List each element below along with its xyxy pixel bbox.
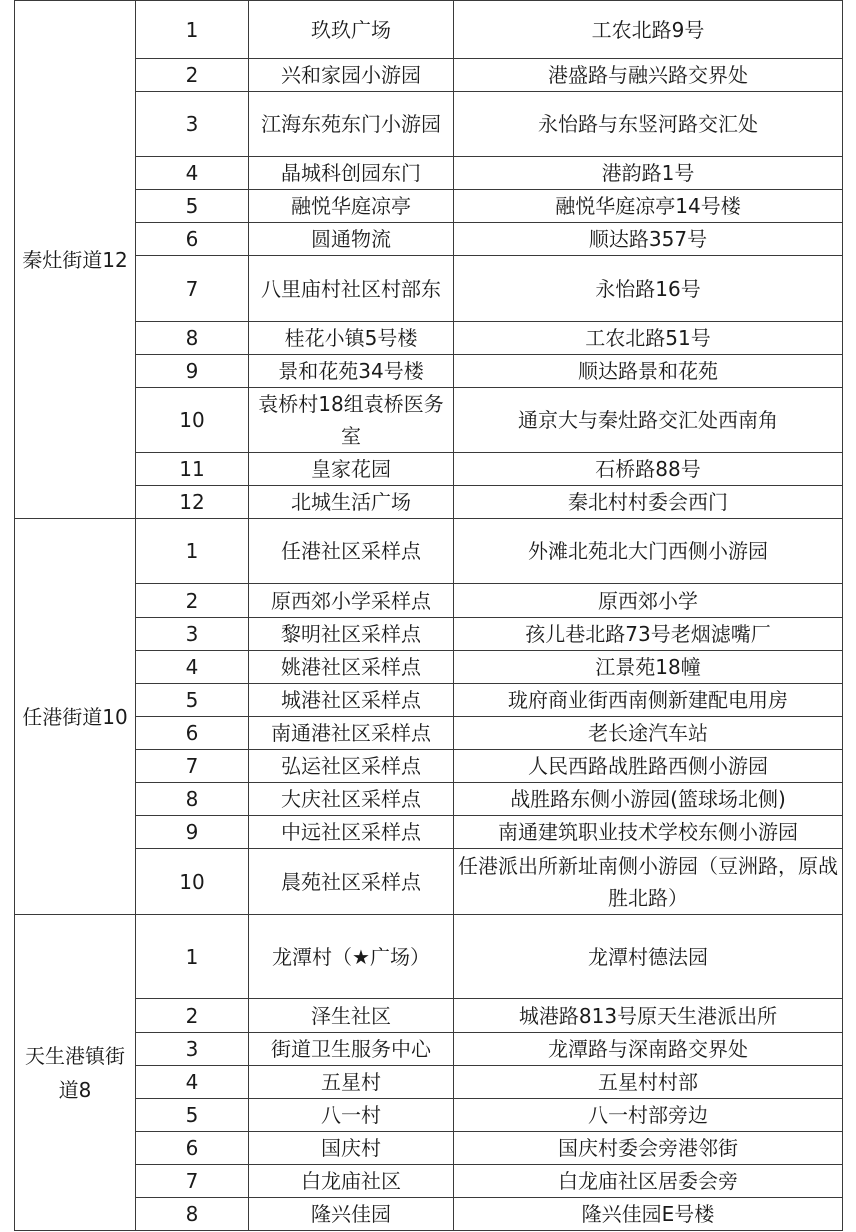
table-row [15, 618, 843, 651]
site-number: 7 [136, 256, 249, 322]
site-name: 北城生活广场 [249, 486, 454, 519]
site-number: 10 [136, 849, 249, 915]
site-address: 永怡路与东竖河路交汇处 [454, 92, 843, 157]
site-address: 城港路813号原天生港派出所 [454, 999, 843, 1033]
site-name: 景和花苑34号楼 [249, 355, 454, 388]
site-number: 3 [136, 1033, 249, 1066]
table-row [15, 1165, 843, 1198]
site-name: 弘运社区采样点 [249, 750, 454, 783]
site-number: 3 [136, 92, 249, 157]
site-address: 任港派出所新址南侧小游园（豆洲路，原战胜北路） [454, 849, 843, 915]
site-number: 5 [136, 190, 249, 223]
table-row [15, 388, 843, 453]
table-row [15, 486, 843, 519]
site-name: 中远社区采样点 [249, 816, 454, 849]
site-number: 9 [136, 355, 249, 388]
site-address: 原西郊小学 [454, 584, 843, 618]
site-number: 8 [136, 322, 249, 355]
site-address: 港韵路1号 [454, 157, 843, 190]
site-number: 11 [136, 453, 249, 486]
site-number: 5 [136, 1099, 249, 1132]
site-address: 港盛路与融兴路交界处 [454, 59, 843, 92]
site-name: 姚港社区采样点 [249, 651, 454, 684]
site-name: 圆通物流 [249, 223, 454, 256]
site-address: 八一村部旁边 [454, 1099, 843, 1132]
site-name: 任港社区采样点 [249, 519, 454, 584]
site-address: 五星村村部 [454, 1066, 843, 1099]
site-number: 7 [136, 750, 249, 783]
site-number: 2 [136, 584, 249, 618]
district-name: 任港街道10 [15, 519, 136, 915]
site-name: 玖玖广场 [249, 1, 454, 59]
table-row [15, 92, 843, 157]
site-address: 白龙庙社区居委会旁 [454, 1165, 843, 1198]
table-row [15, 915, 843, 999]
table-body [15, 1, 843, 1231]
site-address: 石桥路88号 [454, 453, 843, 486]
table-row [15, 223, 843, 256]
site-address: 顺达路景和花苑 [454, 355, 843, 388]
site-name: 泽生社区 [249, 999, 454, 1033]
site-address: 永怡路16号 [454, 256, 843, 322]
district-name: 秦灶街道12 [15, 1, 136, 519]
site-number: 8 [136, 1198, 249, 1231]
site-name: 融悦华庭凉亭 [249, 190, 454, 223]
site-address: 江景苑18幢 [454, 651, 843, 684]
site-address: 老长途汽车站 [454, 717, 843, 750]
site-number: 6 [136, 717, 249, 750]
site-name: 江海东苑东门小游园 [249, 92, 454, 157]
site-name: 国庆村 [249, 1132, 454, 1165]
site-number: 7 [136, 1165, 249, 1198]
table-row [15, 783, 843, 816]
site-number: 6 [136, 1132, 249, 1165]
table-row [15, 1066, 843, 1099]
table-row [15, 59, 843, 92]
site-address: 孩儿巷北路73号老烟滤嘴厂 [454, 618, 843, 651]
site-name: 八里庙村社区村部东 [249, 256, 454, 322]
site-name: 五星村 [249, 1066, 454, 1099]
site-number: 4 [136, 1066, 249, 1099]
site-address: 通京大与秦灶路交汇处西南角 [454, 388, 843, 453]
site-address: 战胜路东侧小游园(篮球场北侧) [454, 783, 843, 816]
site-number: 9 [136, 816, 249, 849]
site-name: 兴和家园小游园 [249, 59, 454, 92]
table-row [15, 190, 843, 223]
site-name: 大庆社区采样点 [249, 783, 454, 816]
site-name: 城港社区采样点 [249, 684, 454, 717]
site-number: 4 [136, 157, 249, 190]
table-row [15, 651, 843, 684]
site-number: 12 [136, 486, 249, 519]
site-number: 1 [136, 915, 249, 999]
table-row [15, 1033, 843, 1066]
site-name: 晨苑社区采样点 [249, 849, 454, 915]
site-address: 秦北村村委会西门 [454, 486, 843, 519]
site-number: 5 [136, 684, 249, 717]
table-row [15, 999, 843, 1033]
site-name: 隆兴佳园 [249, 1198, 454, 1231]
site-number: 2 [136, 999, 249, 1033]
table-row [15, 519, 843, 584]
table-row [15, 453, 843, 486]
site-number: 4 [136, 651, 249, 684]
table-row [15, 750, 843, 783]
site-address: 融悦华庭凉亭14号楼 [454, 190, 843, 223]
site-address: 工农北路9号 [454, 1, 843, 59]
table-row [15, 849, 843, 915]
table-row [15, 584, 843, 618]
site-name: 街道卫生服务中心 [249, 1033, 454, 1066]
site-address: 人民西路战胜路西侧小游园 [454, 750, 843, 783]
table-row [15, 256, 843, 322]
table-row [15, 322, 843, 355]
site-address: 外滩北苑北大门西侧小游园 [454, 519, 843, 584]
site-name: 晶城科创园东门 [249, 157, 454, 190]
table-row [15, 1099, 843, 1132]
site-address: 龙潭路与深南路交界处 [454, 1033, 843, 1066]
site-address: 工农北路51号 [454, 322, 843, 355]
site-name: 白龙庙社区 [249, 1165, 454, 1198]
site-name: 袁桥村18组袁桥医务室 [249, 388, 454, 453]
site-name: 南通港社区采样点 [249, 717, 454, 750]
site-address: 国庆村委会旁港邻街 [454, 1132, 843, 1165]
site-number: 6 [136, 223, 249, 256]
table-row [15, 157, 843, 190]
site-name: 龙潭村（★广场） [249, 915, 454, 999]
site-number: 10 [136, 388, 249, 453]
site-number: 1 [136, 1, 249, 59]
site-name: 桂花小镇5号楼 [249, 322, 454, 355]
table-row [15, 1132, 843, 1165]
sampling-sites-table [14, 0, 843, 1231]
site-address: 隆兴佳园E号楼 [454, 1198, 843, 1231]
district-name: 天生港镇街道8 [15, 915, 136, 1231]
site-name: 黎明社区采样点 [249, 618, 454, 651]
table-row [15, 717, 843, 750]
table-row [15, 1198, 843, 1231]
site-address: 龙潭村德法园 [454, 915, 843, 999]
table-row [15, 1, 843, 59]
site-name: 八一村 [249, 1099, 454, 1132]
site-address: 顺达路357号 [454, 223, 843, 256]
site-number: 1 [136, 519, 249, 584]
site-number: 3 [136, 618, 249, 651]
site-name: 原西郊小学采样点 [249, 584, 454, 618]
table-row [15, 816, 843, 849]
site-address: 珑府商业街西南侧新建配电用房 [454, 684, 843, 717]
table-row [15, 355, 843, 388]
site-number: 8 [136, 783, 249, 816]
site-number: 2 [136, 59, 249, 92]
table-row [15, 684, 843, 717]
site-address: 南通建筑职业技术学校东侧小游园 [454, 816, 843, 849]
site-name: 皇家花园 [249, 453, 454, 486]
